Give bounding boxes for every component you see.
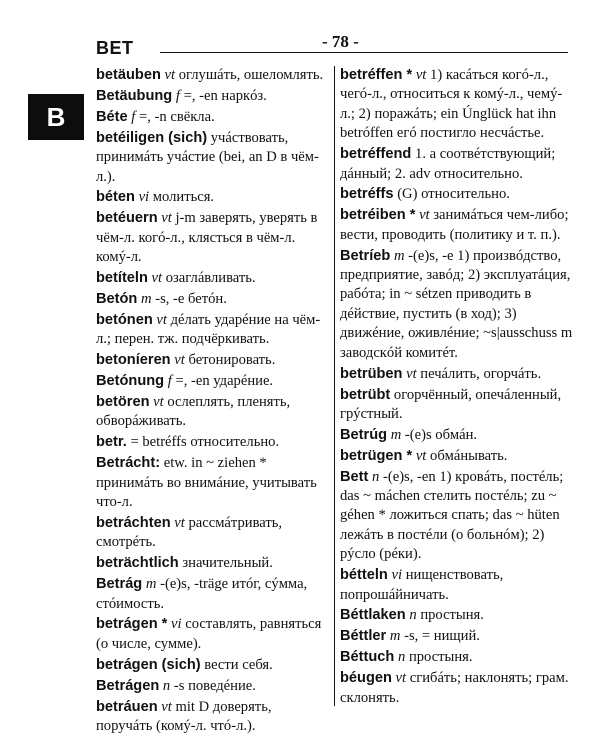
entry-headword: betéuern bbox=[96, 210, 158, 227]
entry-translation: = betréffs относительно. bbox=[130, 434, 280, 451]
entry-translation: -s, = нищий. bbox=[404, 628, 480, 645]
dictionary-entry bbox=[96, 269, 328, 288]
dictionary-entry bbox=[96, 311, 328, 350]
entry-grammar: m bbox=[389, 628, 401, 645]
entry-headword: Béttuch bbox=[340, 649, 395, 666]
entry-headword: béugen bbox=[340, 670, 392, 687]
dictionary-entry bbox=[340, 606, 576, 625]
entry-headword: betrüben bbox=[340, 365, 403, 382]
entry-grammar: n bbox=[397, 649, 406, 666]
entry-headword: betíteln bbox=[96, 270, 148, 287]
entry-translation: -s поведéние. bbox=[173, 677, 256, 694]
dictionary-entry bbox=[96, 351, 328, 370]
dictionary-entry bbox=[96, 677, 328, 696]
dictionary-entry bbox=[96, 290, 328, 309]
entry-translation: нищенствовать, попрошáйничать. bbox=[340, 567, 504, 603]
entry-headword: Béttler bbox=[340, 628, 387, 645]
entry-headword: betäuben bbox=[96, 67, 161, 83]
entry-translation: обмáнывать. bbox=[430, 447, 508, 464]
dictionary-entry bbox=[340, 566, 576, 605]
entry-translation: вести себя. bbox=[204, 656, 273, 673]
entry-headword: Béttlaken bbox=[340, 607, 406, 624]
entry-headword: Betrácht: bbox=[96, 455, 161, 472]
entry-grammar: n bbox=[409, 607, 417, 624]
entry-translation: огорчённый, опечáленный, грýстный. bbox=[340, 386, 562, 422]
entry-translation: простыня. bbox=[420, 607, 484, 624]
entry-translation: -(e)s, -träge итóг, сýмма, стóимость. bbox=[96, 576, 308, 612]
entry-grammar: n bbox=[372, 468, 380, 485]
entry-grammar: vt bbox=[153, 394, 164, 410]
dictionary-entry bbox=[96, 372, 328, 391]
dictionary-entry bbox=[340, 247, 576, 363]
entry-translation: =, -en наркóз. bbox=[183, 87, 267, 104]
entry-translation: 1. а соотвéтствующий; дáнный; 2. adv относительно. bbox=[340, 146, 556, 182]
page-number: - 78 - bbox=[316, 32, 365, 52]
entry-translation: рассмáтривать, смотрéть. bbox=[96, 514, 283, 551]
entry-grammar: vt bbox=[406, 365, 417, 382]
entry-grammar: vi bbox=[391, 567, 403, 584]
entry-grammar: vt bbox=[156, 311, 167, 328]
dictionary-entry bbox=[340, 206, 576, 245]
entry-translation: -(e)s, -en 1) кровáть, постéль; das ~ máchen стелить постéль; zu ~ géhen * ложиться спать; das ~ hüten лежáть в постéли (о больнóм); 2) рýсло (рéки). bbox=[340, 468, 564, 563]
dictionary-entry bbox=[96, 554, 328, 573]
entry-headword: betréiben * bbox=[340, 207, 416, 224]
entry-grammar: f bbox=[167, 373, 172, 390]
dictionary-entry bbox=[96, 209, 328, 267]
entry-translation: оглушáть, ошеломлять. bbox=[178, 67, 324, 83]
entry-headword: betoníeren bbox=[96, 352, 171, 369]
entry-grammar: vt bbox=[164, 67, 176, 83]
entry-translation: бетонировать. bbox=[188, 352, 276, 369]
entry-translation: молиться. bbox=[152, 189, 215, 206]
dictionary-entry bbox=[340, 145, 576, 184]
column-divider bbox=[334, 66, 335, 706]
dictionary-entry bbox=[340, 468, 576, 565]
entry-translation: озаглáвливать. bbox=[165, 270, 256, 287]
entry-translation: составлять, равняться (о числе, сумме). bbox=[96, 616, 322, 652]
dictionary-entry bbox=[340, 669, 576, 708]
entry-grammar: vi bbox=[138, 189, 150, 206]
entry-grammar: vt bbox=[174, 514, 185, 531]
entry-grammar: m bbox=[145, 576, 157, 593]
entry-grammar: n bbox=[162, 677, 171, 694]
entry-grammar: f bbox=[131, 108, 136, 125]
entry-translation: j-m заверять, уверять в чём-л. когó-л., клясться в чём-л. комý-л. bbox=[96, 210, 318, 266]
entry-grammar: vt bbox=[151, 270, 163, 287]
dictionary-entry bbox=[96, 188, 328, 207]
entry-headword: betréffen * bbox=[340, 67, 413, 83]
entry-grammar: vi bbox=[171, 616, 182, 633]
entry-grammar: vt bbox=[419, 207, 430, 224]
entry-headword: Betón bbox=[96, 290, 138, 307]
entry-headword: Betäubung bbox=[96, 87, 173, 104]
dictionary-entry bbox=[340, 185, 576, 204]
dictionary-entry bbox=[340, 386, 576, 425]
dictionary-entry bbox=[96, 66, 328, 85]
dictionary-entry bbox=[340, 365, 576, 384]
entry-headword: betréffs bbox=[340, 186, 394, 203]
entry-translation: =, -n свёкла. bbox=[139, 108, 215, 125]
entry-headword: betráchten bbox=[96, 514, 171, 531]
entry-headword: Betrág bbox=[96, 576, 143, 593]
header-rule bbox=[160, 52, 568, 53]
entry-translation: учáствовать, принимáть учáстие (bei, an D в чём-л.). bbox=[96, 129, 319, 185]
entry-translation: =, -en ударéние. bbox=[175, 373, 274, 390]
entry-headword: betören bbox=[96, 394, 150, 410]
entry-headword: Betríeb bbox=[340, 247, 391, 264]
entry-headword: Betrágen bbox=[96, 677, 160, 694]
dictionary-entry bbox=[96, 575, 328, 614]
entry-grammar: vt bbox=[161, 210, 172, 227]
entry-translation: mit D доверять, поручáть (комý-л. чтó-л.). bbox=[96, 698, 272, 734]
guide-word: BET bbox=[96, 38, 134, 58]
dictionary-entry bbox=[96, 108, 328, 127]
dictionary-entry bbox=[96, 698, 328, 737]
entry-translation: печáлить, огорчáть. bbox=[420, 365, 542, 382]
dictionary-entry bbox=[96, 129, 328, 187]
dictionary-entry bbox=[96, 393, 328, 432]
dictionary-entry bbox=[96, 87, 328, 106]
entry-translation: сгибáть; наклонять; грам. склонять. bbox=[340, 670, 569, 706]
entry-headword: bétteln bbox=[340, 567, 388, 584]
dictionary-entry bbox=[340, 426, 576, 445]
entry-headword: Betrúg bbox=[340, 426, 388, 443]
entry-translation: значительный. bbox=[182, 555, 273, 572]
entry-headword: beträchtlich bbox=[96, 555, 179, 572]
dictionary-entry bbox=[340, 447, 576, 466]
entry-translation: дéлать ударéние на чём-л.; перен. тж. подчёркивать. bbox=[96, 311, 321, 348]
entry-headword: betrágen (sich) bbox=[96, 656, 201, 673]
entry-translation: ослеплять, пленять, обвoрáживать. bbox=[96, 394, 291, 430]
entry-headword: betr. bbox=[96, 434, 127, 451]
dictionary-entry bbox=[96, 656, 328, 675]
entry-translation: 1) касáться когó-л., чегó-л., относиться к комý-л., чемý-л.; 2) поражáть; ein Únglück hat ihn betróffen егó постиглo несчáстье. bbox=[340, 67, 563, 142]
dictionary-entry bbox=[340, 627, 576, 646]
entry-headword: betónen bbox=[96, 311, 153, 328]
dictionary-entry bbox=[340, 648, 576, 667]
dictionary-entry bbox=[96, 454, 328, 512]
entry-grammar: vt bbox=[395, 670, 407, 687]
dictionary-entry bbox=[96, 433, 328, 452]
entry-headword: béten bbox=[96, 189, 135, 206]
entry-translation: -(e)s обмáн. bbox=[404, 426, 478, 443]
entry-grammar: m bbox=[141, 290, 152, 307]
entry-headword: betéiligen (sich) bbox=[96, 129, 208, 146]
entry-grammar: vt bbox=[161, 698, 172, 715]
entry-headword: betréffend bbox=[340, 146, 412, 163]
entry-grammar: vt bbox=[174, 352, 185, 369]
letter-tab: B bbox=[28, 94, 84, 140]
entry-translation: etw. in ~ ziehen * принимáть во внимáние, учитывать что-л. bbox=[96, 455, 317, 511]
entry-headword: Béte bbox=[96, 108, 128, 125]
entry-grammar: vt bbox=[415, 447, 427, 464]
entry-translation: -(e)s, -е 1) произвóдство, предприятие, завóд; 2) эксплуатáция, рабóта; in ~ sétzen приводить в дéйствие, пустить (в ход); 3) движéние, оживлéние; ~s|ausschuss m заводскóй комитéт. bbox=[340, 247, 573, 361]
entry-headword: betrügen * bbox=[340, 447, 413, 464]
entry-headword: Betónung bbox=[96, 373, 165, 390]
dictionary-entry bbox=[96, 514, 328, 553]
entry-grammar: vt bbox=[415, 67, 427, 83]
entry-grammar: m bbox=[393, 247, 405, 264]
right-column bbox=[340, 66, 576, 710]
entry-headword: Bett bbox=[340, 468, 369, 485]
entry-headword: betrágen * bbox=[96, 616, 168, 633]
entry-translation: занимáться чем-либо; вести, проводить (политику и т. п.). bbox=[340, 207, 569, 243]
dictionary-entry bbox=[96, 615, 328, 654]
left-column bbox=[96, 66, 328, 738]
entry-headword: betrübt bbox=[340, 386, 391, 403]
entry-translation: простыня. bbox=[408, 649, 473, 666]
entry-headword: betráuen bbox=[96, 698, 158, 715]
entry-grammar: f bbox=[175, 87, 180, 104]
entry-translation: (G) относительно. bbox=[397, 186, 510, 203]
entry-grammar: m bbox=[390, 426, 402, 443]
dictionary-entry bbox=[340, 66, 576, 144]
entry-translation: -s, -е бетóн. bbox=[155, 290, 227, 307]
